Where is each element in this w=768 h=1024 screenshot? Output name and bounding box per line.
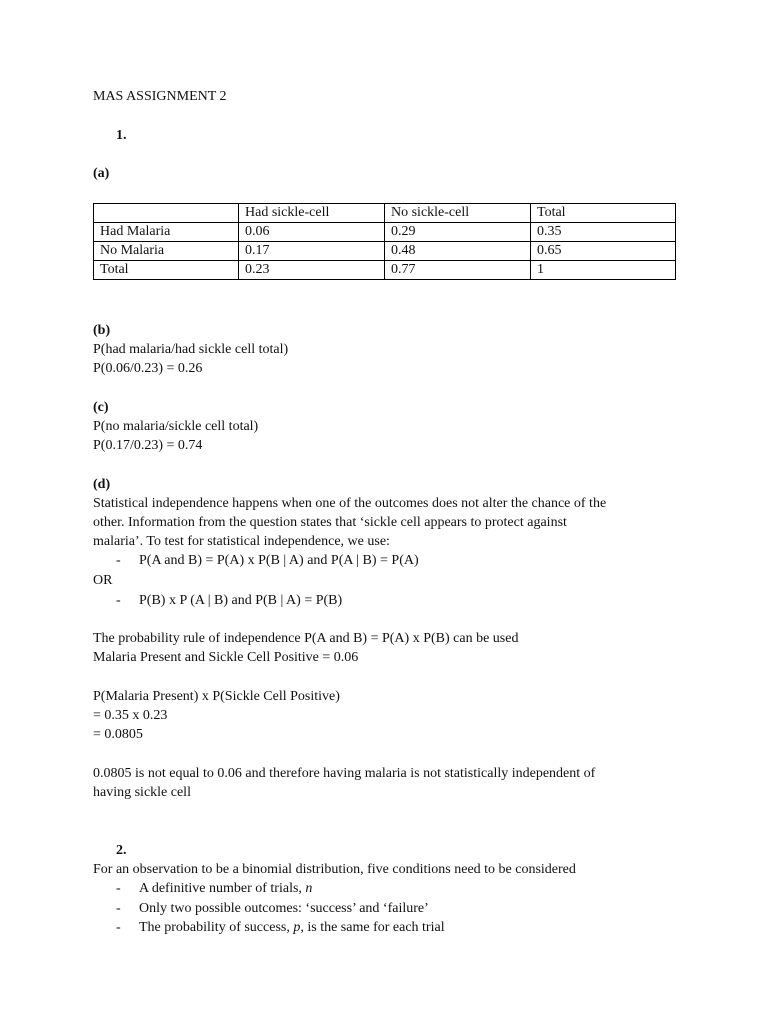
part-d-label: (d) xyxy=(93,477,111,492)
bullet-dash: - xyxy=(116,553,121,568)
calculation-line-1: P(Malaria Present) x P(Sickle Cell Positive) xyxy=(93,689,340,704)
table-cell: Total xyxy=(531,204,676,223)
table-header-row xyxy=(94,204,676,223)
part-d-paragraph-line: malaria’. To test for statistical independence, we use: xyxy=(93,534,390,549)
table-cell: 0.48 xyxy=(385,242,531,261)
question-1-number: 1. xyxy=(116,128,127,143)
calculation-line-2: = 0.35 x 0.23 xyxy=(93,708,168,723)
calculation-line-3: = 0.0805 xyxy=(93,727,143,742)
table-cell: Had sickle-cell xyxy=(239,204,385,223)
binomial-condition: Only two possible outcomes: ‘success’ and ‘failure’ xyxy=(139,901,429,916)
table-cell: 0.06 xyxy=(239,223,385,242)
part-c-label: (c) xyxy=(93,400,109,415)
page-title: MAS ASSIGNMENT 2 xyxy=(93,89,227,104)
table-cell: No sickle-cell xyxy=(385,204,531,223)
part-b-line-2: P(0.06/0.23) = 0.26 xyxy=(93,361,203,376)
part-a-label: (a) xyxy=(93,166,110,181)
table-cell: No Malaria xyxy=(94,242,239,261)
probability-table xyxy=(93,203,676,280)
binomial-condition: The probability of success, p, is the same for each trial xyxy=(139,920,445,935)
variable-n: n xyxy=(305,881,313,896)
part-c-line-1: P(no malaria/sickle cell total) xyxy=(93,419,259,434)
table-cell: 0.77 xyxy=(385,261,531,280)
table-cell: 0.65 xyxy=(531,242,676,261)
table-cell: 0.17 xyxy=(239,242,385,261)
table-row xyxy=(94,261,676,280)
table-row xyxy=(94,242,676,261)
variable-p: p xyxy=(293,920,301,935)
bullet-dash: - xyxy=(116,881,121,896)
bullet-dash: - xyxy=(116,920,121,935)
independence-test-1: P(A and B) = P(A) x P(B | A) and P(A | B) = P(A) xyxy=(139,553,419,568)
part-b-label: (b) xyxy=(93,323,111,338)
conclusion-line-2: having sickle cell xyxy=(93,785,191,800)
table-cell: 0.23 xyxy=(239,261,385,280)
table-row xyxy=(94,223,676,242)
table-cell: Total xyxy=(94,261,239,280)
or-text: OR xyxy=(93,573,113,588)
part-d-paragraph-line: Statistical independence happens when one of the outcomes does not alter the chance of the xyxy=(93,496,607,511)
question-2-number: 2. xyxy=(116,843,127,858)
bullet-dash: - xyxy=(116,901,121,916)
bullet-dash: - xyxy=(116,593,121,608)
independence-test-2: P(B) x P (A | B) and P(B | A) = P(B) xyxy=(139,593,343,608)
binomial-condition: A definitive number of trials, n xyxy=(139,881,313,896)
rule-line-1: The probability rule of independence P(A and B) = P(A) x P(B) can be used xyxy=(93,631,519,646)
table-cell: 0.35 xyxy=(531,223,676,242)
conclusion-line-1: 0.0805 is not equal to 0.06 and therefore having malaria is not statistically independent of xyxy=(93,766,596,781)
table-cell xyxy=(94,204,239,223)
part-d-paragraph-line: other. Information from the question states that ‘sickle cell appears to protect against xyxy=(93,515,567,530)
part-b-line-1: P(had malaria/had sickle cell total) xyxy=(93,342,289,357)
table-cell: 1 xyxy=(531,261,676,280)
question-2-intro: For an observation to be a binomial distribution, five conditions need to be considered xyxy=(93,862,576,877)
rule-line-2: Malaria Present and Sickle Cell Positive = 0.06 xyxy=(93,650,359,665)
table-cell: Had Malaria xyxy=(94,223,239,242)
table-cell: 0.29 xyxy=(385,223,531,242)
part-c-line-2: P(0.17/0.23) = 0.74 xyxy=(93,438,203,453)
